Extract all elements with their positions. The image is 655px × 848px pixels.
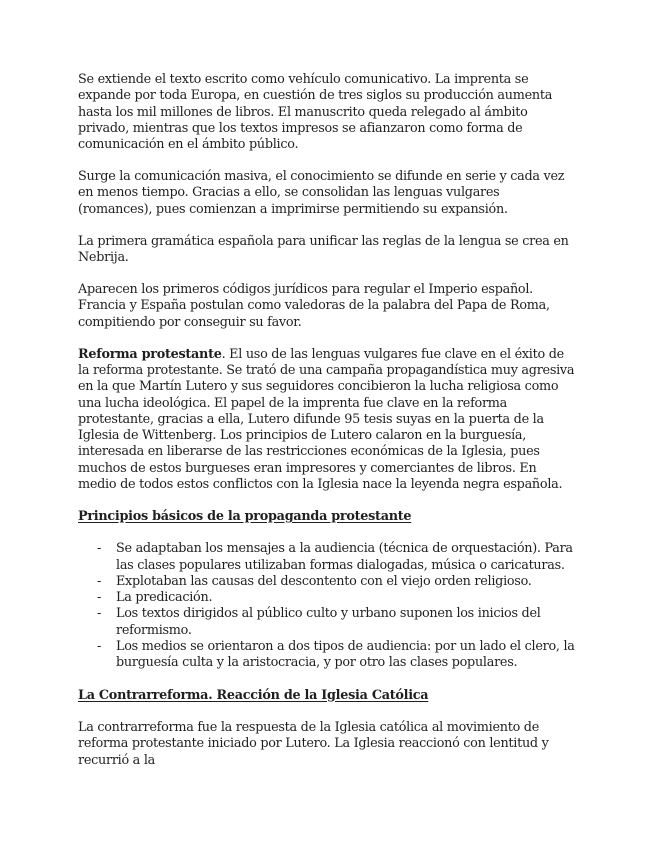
list-bullet: - — [97, 541, 102, 557]
list-item-text: Se adaptaban los mensajes a la audiencia (técnica de orquestación). Para las clases populares utilizaban formas dialogadas, música o caricaturas. — [116, 541, 573, 573]
document-body — [78, 72, 576, 785]
list-item — [78, 590, 576, 606]
paragraph-counter-reformation: La contrarreforma fue la respuesta de la Iglesia católica al movimiento de reforma protestante iniciado por Lutero. La Iglesia reaccionó con lentitud y recurrió a la — [78, 719, 549, 768]
list-bullet: - — [97, 639, 102, 655]
protestant-reform-text: . El uso de las lenguas vulgares fue clave en el éxito de la reforma protestante. Se trató de una campaña propagandística muy agresiva en la que Martín Lutero y sus seguidores concibieron la lucha religiosa como una lucha ideológica. El papel de la imprenta fue clave en la reforma protestante, gracias a ella, Lutero difunde 95 tesis suyas en la puerta de la Iglesia de Wittenberg. Los principios de Lutero calaron en la burguesía, interesada en liberarse de las restricciones económicas de la Iglesia, pues muchos de estos burgueses eran impresores y comerciantes de libros. En medio de todos estos conflictos con la Iglesia nace la leyenda negra española. — [78, 346, 575, 492]
propaganda-principles-list — [78, 541, 576, 671]
list-item — [78, 639, 576, 672]
list-item-text: Los medios se orientaron a dos tipos de audiencia: por un lado el clero, la burguesía culta y la aristocracia, y por otro las clases populares. — [116, 639, 575, 671]
list-item — [78, 606, 576, 639]
heading-protestant-propaganda: Principios básicos de la propaganda protestante — [78, 508, 412, 524]
paragraph-protestant-reform — [78, 347, 576, 494]
list-item-text: Explotaban las causas del descontento con el viejo orden religioso. — [116, 573, 532, 589]
list-item-text: La predicación. — [116, 590, 213, 606]
paragraph-spanish-grammar: La primera gramática española para unificar las reglas de la lengua se crea en Nebrija. — [78, 233, 569, 266]
paragraph-mass-communication: Surge la comunicación masiva, el conocimiento se difunde en serie y cada vez en menos tiempo. Gracias a ello, se consolidan las lenguas vulgares (romances), pues comienzan a imprimirse permitiendo su expansión. — [78, 169, 565, 217]
protestant-reform-term: Reforma protestante — [78, 346, 222, 362]
paragraph-legal-codes: Aparecen los primeros códigos jurídicos para regular el Imperio español. Francia y España postulan como valedoras de la palabra del Papa de Roma, compitiendo por conseguir su favor. — [78, 282, 550, 330]
list-bullet: - — [97, 573, 102, 589]
list-bullet: - — [97, 590, 102, 606]
heading-counter-reformation: La Contrarreforma. Reacción de la Iglesia Católica — [78, 687, 429, 703]
list-item-text: Los textos dirigidos al público culto y urbano suponen los inicios del reformismo. — [116, 606, 541, 638]
list-item — [78, 541, 576, 574]
list-bullet: - — [97, 606, 102, 622]
list-item — [78, 574, 576, 590]
paragraph-printing-expansion: Se extiende el texto escrito como vehículo comunicativo. La imprenta se expande por toda Europa, en cuestión de tres siglos su producción aumenta hasta los mil millones de libros. El manuscrito queda relegado al ámbito privado, mientras que los textos impresos se afianzaron como forma de comunicación en el ámbito público. — [78, 72, 553, 153]
